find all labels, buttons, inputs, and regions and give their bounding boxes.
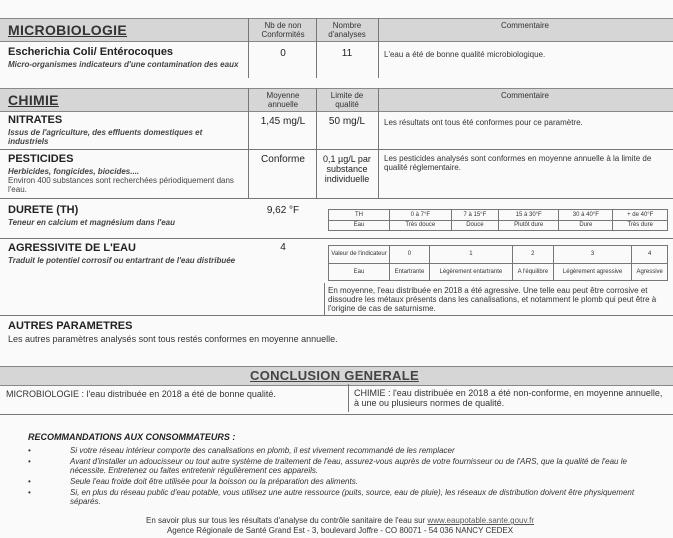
bullet-icon: • <box>28 446 31 455</box>
conclusion-chimie: CHIMIE : l'eau distribuée en 2018 a été non-conforme, en moyenne annuelle, à une ou plusieurs normes de qualité. <box>354 388 663 408</box>
table-cell: Légèrement entartrante <box>429 263 512 281</box>
table-cell: 30 à 40°F <box>559 210 613 221</box>
nitrates-subtitle: Issus de l'agriculture, des effluents domestiques et industriels <box>8 128 203 146</box>
conclusion-microbiologie: MICROBIOLOGIE : l'eau distribuée en 2018 a été de bonne qualité. <box>6 389 276 399</box>
table-cell: Eau <box>329 220 390 231</box>
recommandation-item: Seule l'eau froide doit être utilisée pour la boisson ou la préparation des aliments. <box>70 477 358 486</box>
durete-moyenne: 9,62 °F <box>266 205 300 216</box>
nitrates-moyenne: 1,45 mg/L <box>260 116 306 127</box>
recommandation-item: Avant d'installer un adoucisseur ou tout autre système de traitement de l'eau, assurez-vous auprès de votre fournisseur ou de l'ARS, que la qualité de l'eau le nécessite. Entretenez ou faites entretenir régulièrement ces appareils. <box>70 457 627 475</box>
pesticides-subtitle: Herbicides, fongicides, biocides.... <box>8 167 140 176</box>
table-cell: Légèrement agressive <box>553 263 632 281</box>
agressivite-comment: En moyenne, l'eau distribuée en 2018 a été agressive. Une telle eau peut être corrosive et dissoudre les métaux présents dans les canalisations, et notamment le plomb qui peut être à l'origine de cas de saturnisme. <box>328 286 657 313</box>
divider <box>248 18 249 78</box>
divider <box>0 414 673 415</box>
divider <box>0 149 673 150</box>
durete-table <box>328 209 668 231</box>
autres-text: Les autres paramètres analysés sont tous restés conformes en moyenne annuelle. <box>8 334 338 344</box>
agressivite-subtitle: Traduit le potentiel corrosif ou entartrant de l'eau distribuée <box>8 256 236 265</box>
footer-address: Agence Régionale de Santé Grand Est - 3, boulevard Joffre - CO 80071 - 54 036 NANCY CEDEX <box>166 526 514 535</box>
table-cell: 3 <box>553 246 632 264</box>
recommandation-item: Si, en plus du réseau public d'eau potable, vous utilisez une autre ressource (puits, source, eau de pluie), les réseaux de distribution doivent être physiquement séparés. <box>70 488 635 506</box>
divider <box>348 384 349 412</box>
column-header-moyenne: Moyenne annuelle <box>266 91 300 109</box>
table-cell: 2 <box>512 246 553 264</box>
conclusion-title: CONCLUSION GENERALE <box>250 368 419 383</box>
divider <box>0 238 673 239</box>
divider <box>378 18 379 78</box>
table-cell: TH <box>329 210 390 221</box>
recommandation-item: Si votre réseau intérieur comporte des canalisations en plomb, il est vivement recommandé de les remplacer <box>70 446 455 455</box>
table-cell: Valeur de l'indicateur <box>329 246 390 264</box>
footer <box>20 516 660 536</box>
autres-title: AUTRES PARAMETRES <box>8 320 133 332</box>
footer-link[interactable]: www.eaupotable.sante.gouv.fr <box>427 516 535 525</box>
pesticides-note: Environ 400 substances sont recherchées périodiquement dans l'eau. <box>8 176 234 194</box>
bullet-icon: • <box>28 457 31 466</box>
column-header-nonconf: Nb de non Conformités <box>261 21 305 39</box>
ecoli-comment: L'eau a été de bonne qualité microbiologique. <box>384 50 546 59</box>
table-cell: 15 à 30°F <box>499 210 559 221</box>
ecoli-title: Escherichia Coli/ Entérocoques <box>8 46 174 58</box>
agressivite-moyenne: 4 <box>280 242 286 253</box>
table-cell: Eau <box>329 263 390 281</box>
divider <box>316 88 317 198</box>
table-cell: A l'équilibre <box>512 263 553 281</box>
table-cell: Très douce <box>390 220 452 231</box>
table-cell: Dure <box>559 220 613 231</box>
bullet-icon: • <box>28 488 31 497</box>
agressivite-table <box>328 245 668 281</box>
pesticides-comment: Les pesticides analysés sont conformes en moyenne annuelle à la limite de qualité réglementaire. <box>384 154 652 172</box>
table-cell: Entartrante <box>390 263 430 281</box>
bullet-icon: • <box>28 477 31 486</box>
chimie-title: CHIMIE <box>8 92 59 108</box>
divider <box>0 315 673 316</box>
divider <box>324 283 325 315</box>
microbiologie-title: MICROBIOLOGIE <box>8 22 128 38</box>
table-cell: 4 <box>632 246 668 264</box>
nitrates-title: NITRATES <box>8 114 63 126</box>
column-header-analyses: Nombre d'analyses <box>328 21 366 39</box>
table-cell: Très dure <box>613 220 668 231</box>
table-cell: 0 <box>390 246 430 264</box>
divider <box>0 198 673 199</box>
table-cell: 7 à 15°F <box>451 210 499 221</box>
table-cell: Douce <box>451 220 499 231</box>
table-cell: 1 <box>429 246 512 264</box>
recommandations-title: RECOMMANDATIONS AUX CONSOMMATEURS : <box>28 432 236 442</box>
nitrates-comment: Les résultats ont tous été conformes pour ce paramètre. <box>384 118 583 127</box>
table-cell: + de 40°F <box>613 210 668 221</box>
table-cell: 0 à 7°F <box>390 210 452 221</box>
pesticides-title: PESTICIDES <box>8 153 74 165</box>
pesticides-limite: 0,1 µg/L par substance individuelle <box>323 154 371 184</box>
column-header-limite: Limite de qualité <box>330 91 364 109</box>
divider <box>248 88 249 198</box>
pesticides-moyenne: Conforme <box>261 154 305 165</box>
table-cell: Agressive <box>632 263 668 281</box>
agressivite-title: AGRESSIVITE DE L'EAU <box>8 242 136 254</box>
table-cell: Plutôt dure <box>499 220 559 231</box>
ecoli-subtitle: Micro-organismes indicateurs d'une contamination des eaux <box>8 60 239 69</box>
ecoli-nonconf: 0 <box>280 48 286 59</box>
column-header-comment: Commentaire <box>500 91 549 100</box>
durete-subtitle: Teneur en calcium et magnésium dans l'eau <box>8 218 175 227</box>
column-header-comment: Commentaire <box>500 21 549 30</box>
durete-title: DURETE (TH) <box>8 204 79 216</box>
ecoli-analyses: 11 <box>341 48 353 59</box>
divider <box>378 88 379 198</box>
nitrates-limite: 50 mg/L <box>328 116 366 127</box>
footer-text: En savoir plus sur tous les résultats d'analyse du contrôle sanitaire de l'eau sur <box>145 516 426 525</box>
